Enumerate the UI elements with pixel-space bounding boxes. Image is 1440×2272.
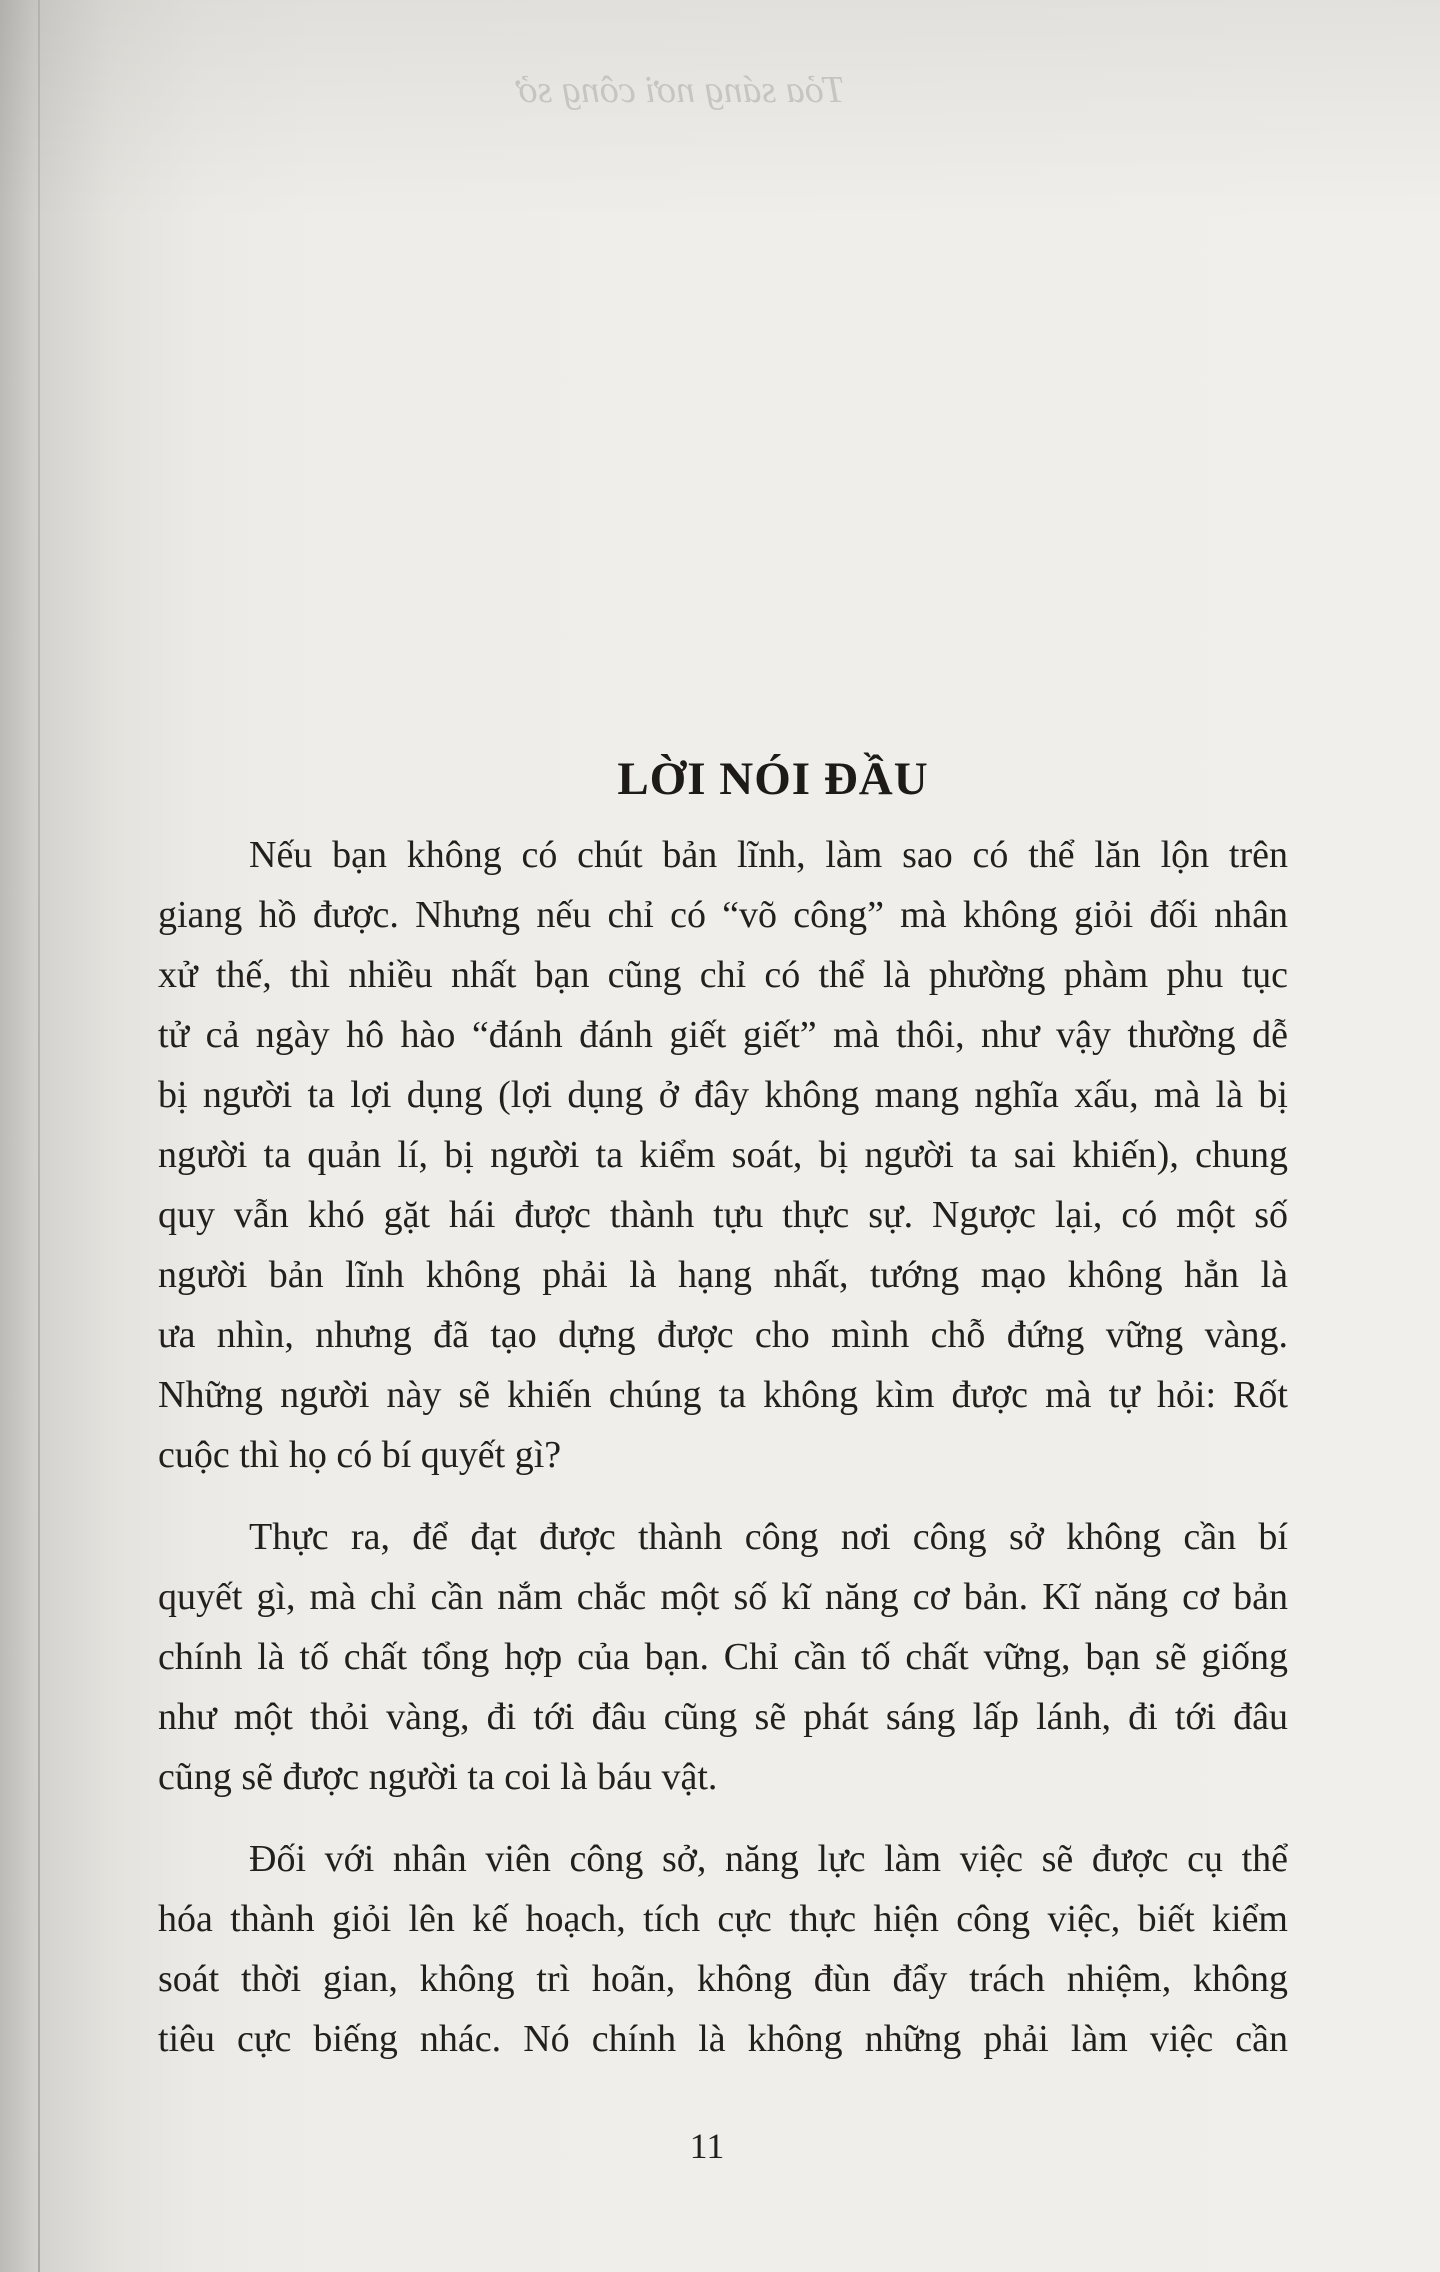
text-line: cũng sẽ được người ta coi là báu vật. [158,1756,718,1798]
text-line: Những người này sẽ khiến chúng ta không kìm được mà tự hỏi: Rốt [158,1374,1288,1416]
text-line: Đối với nhân viên công sở, năng lực làm việc sẽ được cụ thể [249,1838,1288,1880]
paragraph [158,825,1288,1485]
text-line: người ta quản lí, bị người ta kiểm soát, bị người ta sai khiến), chung [158,1134,1288,1176]
text-line: quyết gì, mà chỉ cần nắm chắc một số kĩ năng cơ bản. Kĩ năng cơ bản [158,1576,1288,1618]
text-line: giang hồ được. Nhưng nếu chỉ có “võ công” mà không giỏi đối nhân [158,894,1288,936]
chapter-title: LỜI NÓI ĐẦU [617,753,929,805]
paragraph [158,1507,1288,1807]
text-line: cuộc thì họ có bí quyết gì? [158,1434,562,1476]
text-line: ưa nhìn, nhưng đã tạo dựng được cho mình chỗ đứng vững vàng. [158,1314,1288,1356]
text-line: bị người ta lợi dụng (lợi dụng ở đây không mang nghĩa xấu, mà là bị [158,1074,1288,1116]
body-text [158,825,1288,2091]
text-line: người bản lĩnh không phải là hạng nhất, tướng mạo không hẳn là [158,1254,1288,1296]
text-line: quy vẫn khó gặt hái được thành tựu thực sự. Ngược lại, có một số [158,1194,1288,1236]
text-line: hóa thành giỏi lên kế hoạch, tích cực thực hiện công việc, biết kiểm [158,1898,1288,1940]
show-through-running-header: Tỏa sáng nơi công sở [517,69,845,111]
paragraph [158,1829,1288,2069]
text-line: xử thế, thì nhiều nhất bạn cũng chỉ có thể là phường phàm phu tục [158,954,1288,996]
text-line: Nếu bạn không có chút bản lĩnh, làm sao có thể lăn lộn trên [249,834,1288,876]
text-line: như một thỏi vàng, đi tới đâu cũng sẽ phát sáng lấp lánh, đi tới đâu [158,1696,1288,1738]
text-line: tử cả ngày hô hào “đánh đánh giết giết” mà thôi, như vậy thường dễ [158,1014,1288,1056]
gutter-shadow [38,0,40,2272]
text-line: chính là tố chất tổng hợp của bạn. Chỉ cần tố chất vững, bạn sẽ giống [158,1636,1288,1678]
text-line: soát thời gian, không trì hoãn, không đùn đẩy trách nhiệm, không [158,1958,1288,2000]
page-number: 11 [689,2126,725,2166]
text-line: tiêu cực biếng nhác. Nó chính là không những phải làm việc cần [158,2018,1288,2060]
text-line: Thực ra, để đạt được thành công nơi công sở không cần bí [249,1516,1288,1558]
